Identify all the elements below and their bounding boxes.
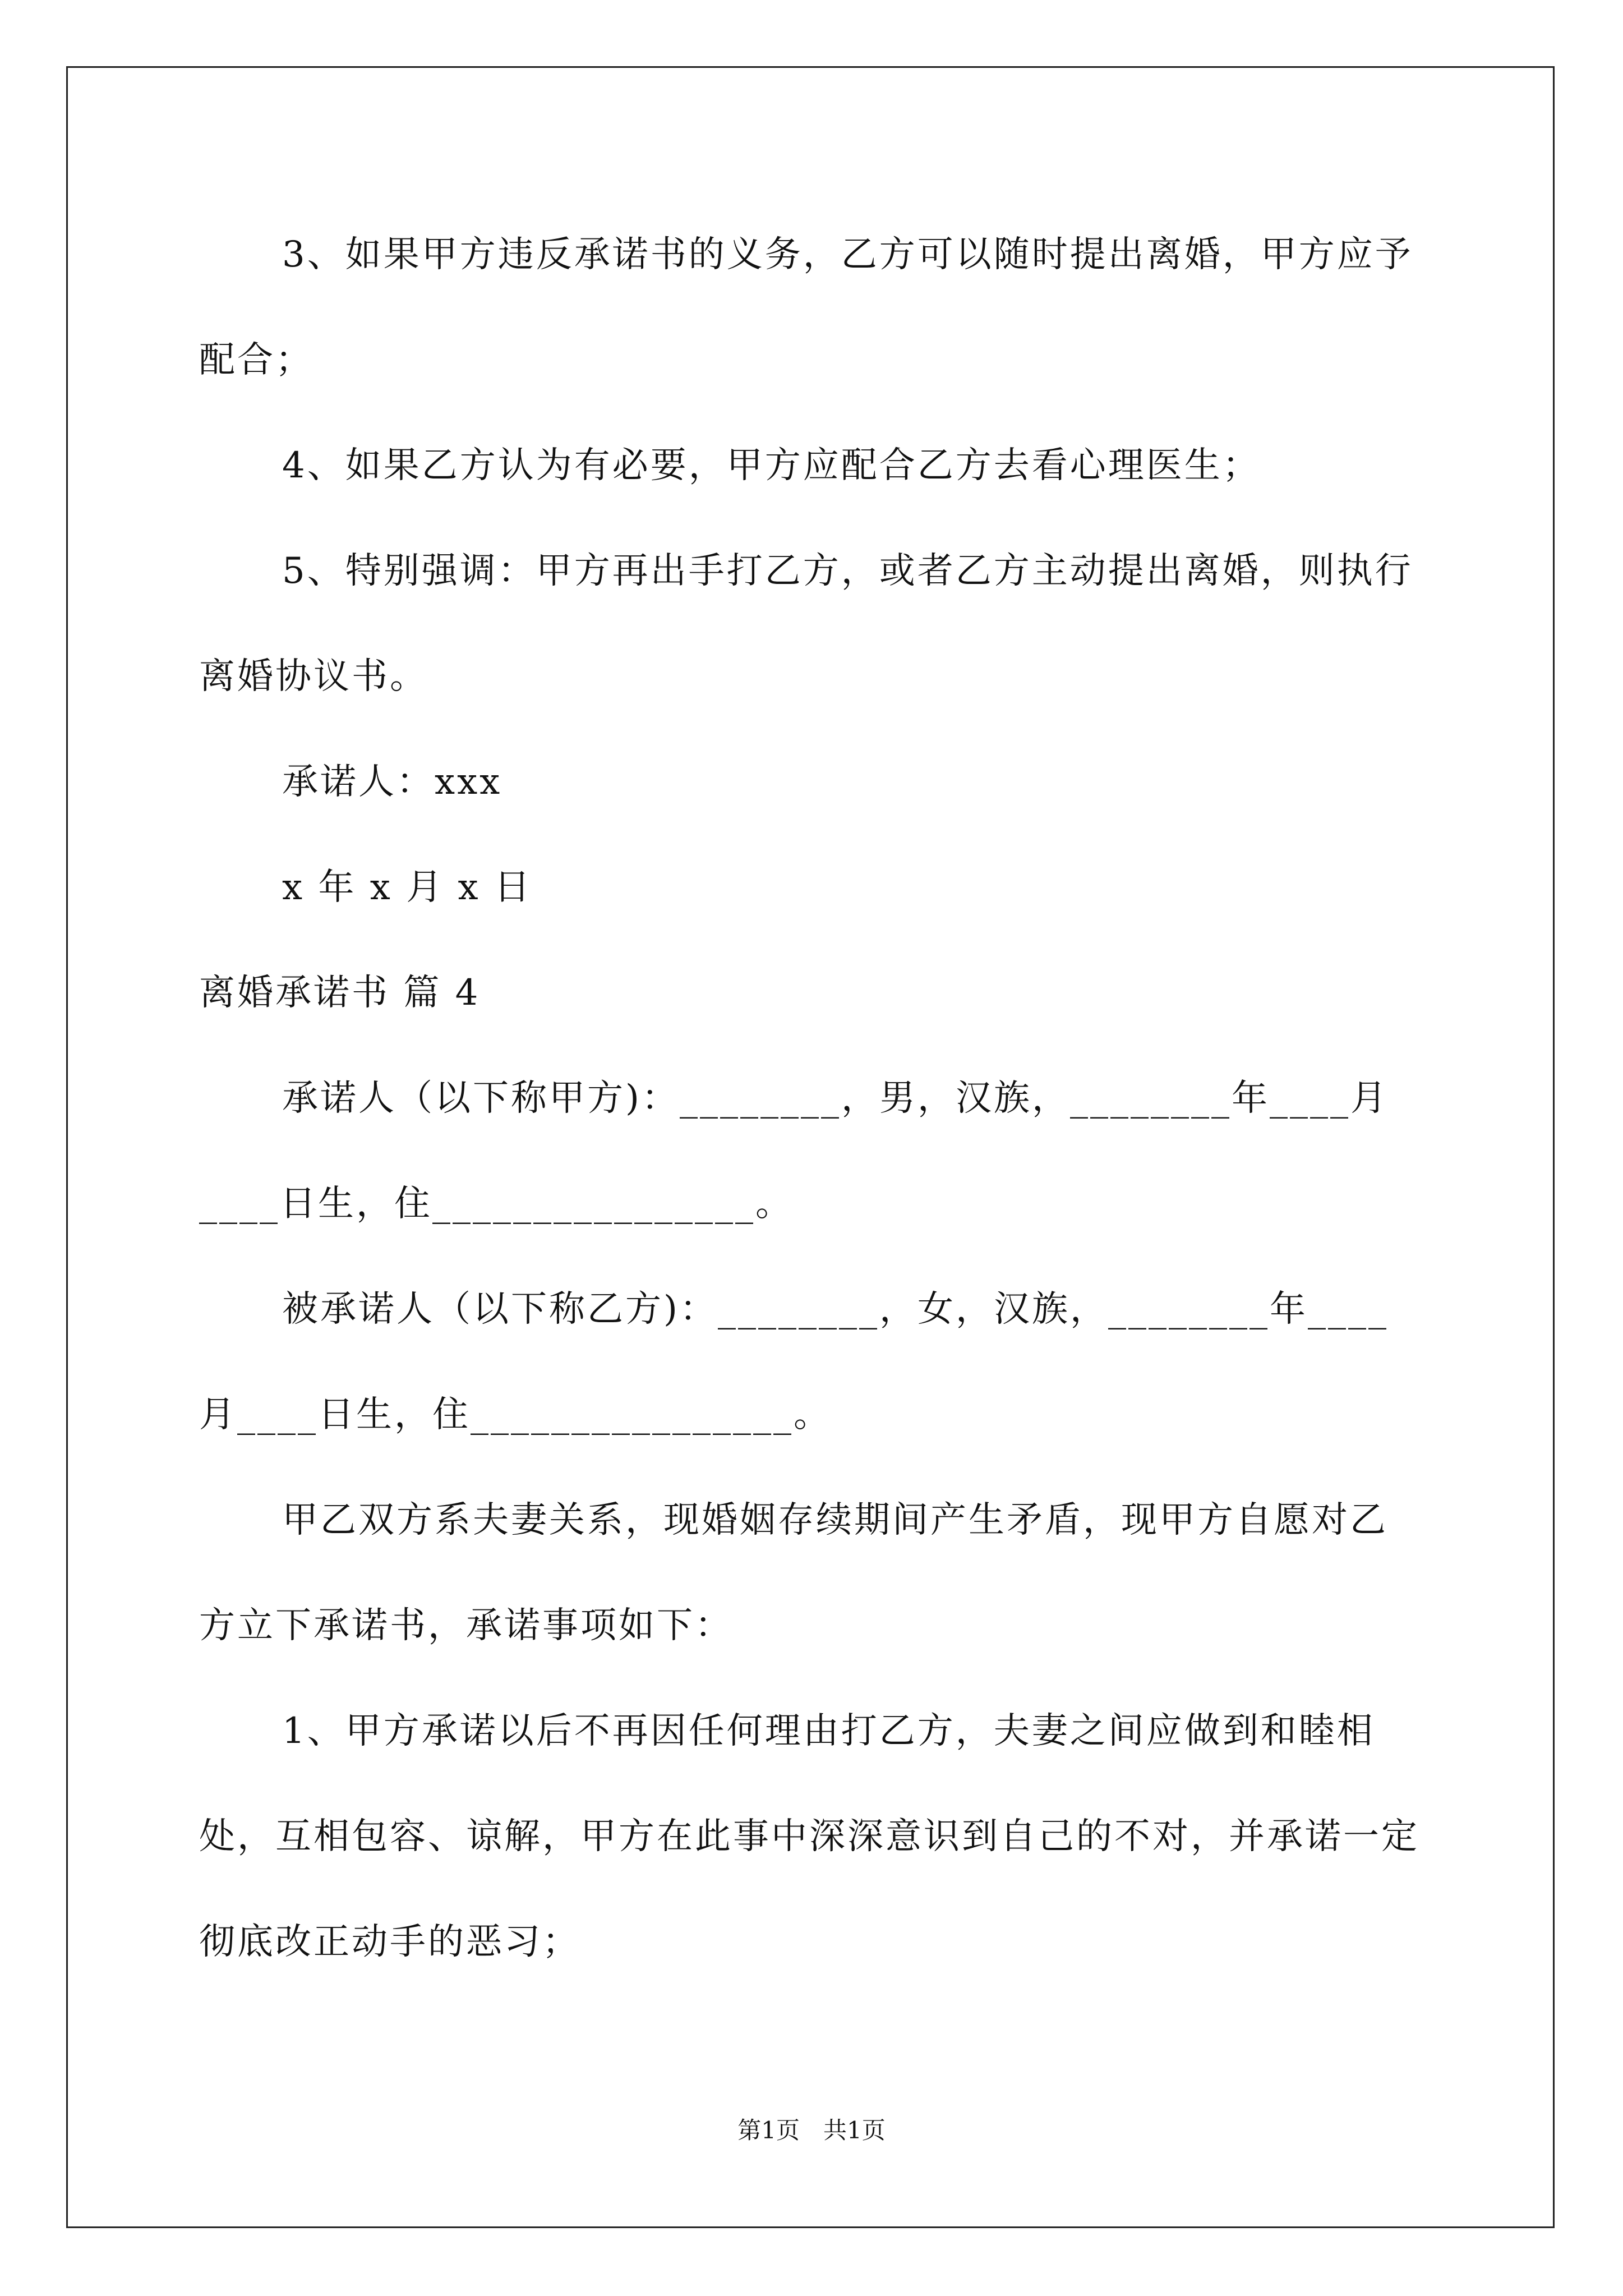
document-body (199, 202, 1425, 1995)
clause-1: 1、甲方承诺以后不再因任何理由打乙方，夫妻之间应做到和睦相处，互相包容、谅解，甲方在此事中深深意识到自己的不对，并承诺一定彻底改正动手的恶习； (199, 1710, 1419, 1963)
section-heading: 离婚承诺书 篇 4 (199, 972, 481, 1014)
signatory: 承诺人：xxx (282, 761, 502, 803)
party-a-info: 承诺人（以下称甲方)：________，男，汉族，________年____月____日生，住________________。 (199, 1078, 1389, 1225)
page-total: 共1页 (823, 2116, 886, 2144)
preamble: 甲乙双方系夫妻关系，现婚姻存续期间产生矛盾，现甲方自愿对乙方立下承诺书，承诺事项如下： (199, 1499, 1388, 1646)
signature-date: x 年 x 月 x 日 (282, 867, 532, 908)
clause-3: 3、如果甲方违反承诺书的义务，乙方可以随时提出离婚，甲方应予配合； (199, 234, 1413, 381)
clause-5: 5、特别强调：甲方再出手打乙方，或者乙方主动提出离婚，则执行离婚协议书。 (199, 550, 1413, 697)
page-footer (0, 2114, 1623, 2147)
page-number: 第1页 (737, 2116, 800, 2144)
party-b-info: 被承诺人（以下称乙方)：________，女，汉族，________年____月____日生，住________________。 (199, 1289, 1389, 1435)
clause-4: 4、如果乙方认为有必要，甲方应配合乙方去看心理医生； (282, 445, 1261, 486)
